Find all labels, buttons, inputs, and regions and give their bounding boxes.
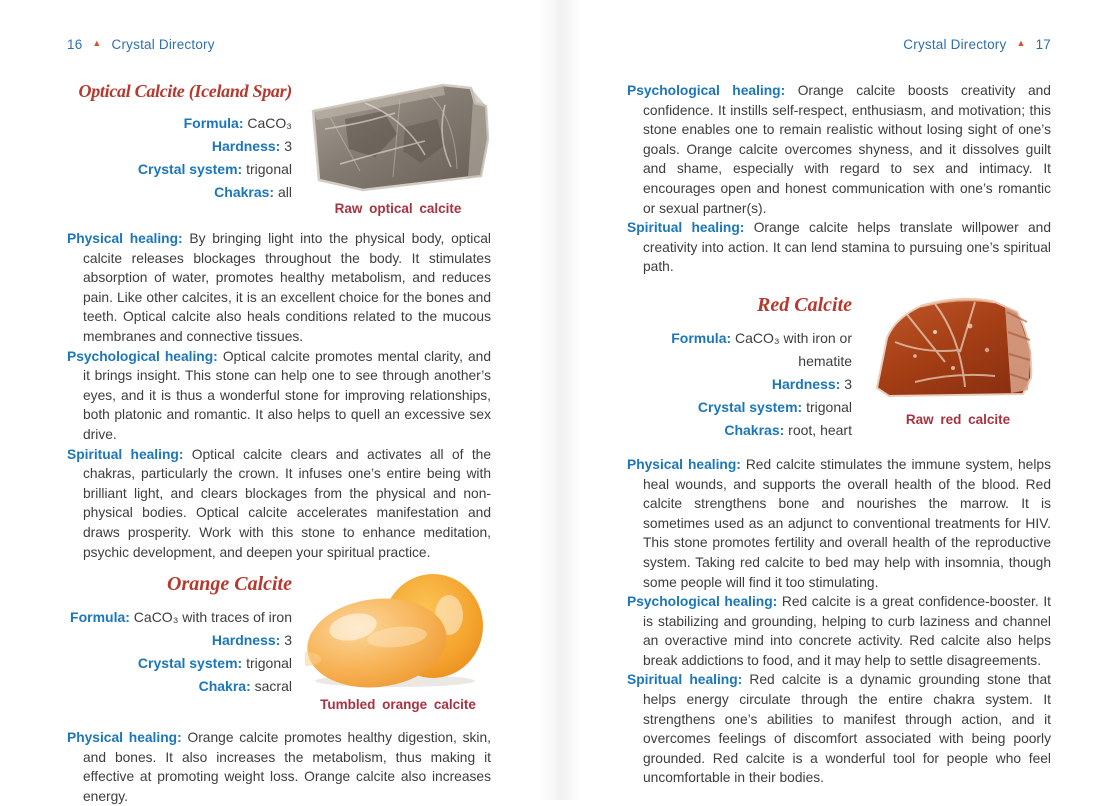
left-page-number: 16 bbox=[67, 37, 83, 52]
healing-paragraph bbox=[627, 670, 1051, 788]
page-gutter bbox=[536, 0, 582, 800]
red-calcite-photo bbox=[865, 292, 1043, 404]
triangle-icon: ▲ bbox=[92, 38, 102, 48]
property-label: Formula: bbox=[671, 329, 732, 346]
left-running-head-title: Crystal Directory bbox=[111, 37, 215, 52]
healing-label: Physical healing: bbox=[627, 456, 741, 472]
property-label: Crystal system: bbox=[137, 655, 243, 672]
orange-calcite-figure bbox=[305, 571, 491, 712]
property-label: Formula: bbox=[183, 115, 244, 131]
healing-text: Red calcite stimulates the immune system, helps heal wounds, and supports the overall health of the blood. Red calcite strengthens bone and nourishes the marrow. It is sometimes used as an adjunct to conventional treatments for HIV. This stone promotes fertility and overall health of the reproductive system. Taking red calcite to bed may help with insomnia, though some people will find it too stimulating. bbox=[643, 456, 1051, 590]
healing-label: Spiritual healing: bbox=[627, 672, 743, 688]
property-row bbox=[67, 112, 292, 135]
healing-text: Red calcite is a great confidence-booster. It is stabilizing and grounding, helping to curb laziness and channel an overactive mind into concrete activity. Red calcite also helps break addictions to food, and it may help to settle disagreements. bbox=[643, 594, 1051, 668]
property-row bbox=[67, 629, 292, 652]
healing-paragraph bbox=[67, 445, 491, 563]
property-label: Hardness: bbox=[771, 375, 841, 392]
healing-paragraph bbox=[627, 218, 1051, 277]
healing-label: Psychological healing: bbox=[67, 348, 218, 364]
healing-text: Optical calcite clears and activates all of the chakras, particularly the crown. It infuses one’s entire being with brilliant light, and clears blockages from the physical and non-physical bodies. Optical calcite accelerates manifestation and draws prosperity. Work with this stone to enhance meditation, psychic development, and deepen your spiritual practice. bbox=[83, 446, 491, 560]
left-running-head bbox=[67, 37, 491, 52]
property-label: Hardness: bbox=[211, 632, 281, 649]
red-calcite-paragraphs bbox=[627, 455, 1051, 788]
right-page bbox=[627, 0, 1051, 788]
orange-calcite-paragraphs bbox=[67, 728, 491, 806]
optical-calcite-title: Optical Calcite (Iceland Spar) bbox=[78, 81, 292, 101]
red-calcite-title: Red Calcite bbox=[757, 293, 852, 316]
property-label: Crystal system: bbox=[697, 398, 803, 415]
healing-text: Orange calcite boosts creativity and confidence. It instills self-respect, enthusiasm, and motivation; this stone enables one to remain realistic without losing sight of one’s goals. Orange calcite overcomes shyness, and it dissolves guilt and shame, especially with regard to sex and intimacy. It encourages open and honest communication with one’s romantic or sexual partner(s). bbox=[643, 83, 1051, 216]
healing-label: Psychological healing: bbox=[627, 83, 786, 98]
property-value: all bbox=[277, 184, 292, 200]
property-value: sacral bbox=[254, 678, 292, 695]
triangle-icon: ▲ bbox=[1016, 38, 1026, 48]
healing-text: Orange calcite promotes healthy digestion, skin, and bones. It also increases the metabolism, thus making it effective at promoting weight loss. Orange calcite also increases energy. bbox=[83, 730, 491, 804]
optical-calcite-paragraphs bbox=[67, 229, 491, 562]
property-row bbox=[627, 373, 852, 396]
property-label: Hardness: bbox=[211, 138, 281, 154]
property-row bbox=[627, 327, 852, 373]
orange-calcite-caption: Tumbled orange calcite bbox=[320, 697, 476, 713]
healing-label: Physical healing: bbox=[67, 730, 182, 746]
property-row bbox=[67, 181, 292, 204]
property-label: Formula: bbox=[70, 609, 130, 626]
property-value: trigonal bbox=[246, 161, 292, 177]
healing-label: Spiritual healing: bbox=[67, 446, 184, 462]
property-value: CaCO₃ with traces of iron bbox=[133, 609, 292, 626]
property-row bbox=[67, 675, 292, 698]
orange-calcite-title: Orange Calcite bbox=[167, 573, 292, 596]
healing-label: Spiritual healing: bbox=[627, 220, 745, 236]
property-value: CaCO₃ with iron or hematite bbox=[735, 329, 852, 369]
healing-text: By bringing light into the physical body, optical calcite releases blockages throughout the body. It stimulates absorption of water, promotes healthy metabolism, and reduces pain. Like other calcites, it is an excellent choice for the bones and teeth. Optical calcite also heals conditions related to the mucous membranes and connective tissues. bbox=[83, 231, 491, 344]
healing-text: Orange calcite helps translate willpower and creativity into action. It can lend stamina to pursuing one’s spiritual path. bbox=[643, 220, 1051, 275]
red-calcite-figure bbox=[865, 292, 1051, 442]
property-label: Chakras: bbox=[724, 421, 785, 438]
healing-paragraph bbox=[627, 592, 1051, 670]
orange-calcite-photo bbox=[305, 571, 485, 689]
property-row bbox=[67, 135, 292, 158]
red-calcite-section-head bbox=[627, 292, 1051, 442]
property-row bbox=[67, 606, 292, 629]
property-row bbox=[67, 652, 292, 675]
red-calcite-caption: Raw red calcite bbox=[905, 411, 1011, 427]
orange-calcite-info bbox=[67, 571, 305, 712]
optical-calcite-figure bbox=[305, 79, 491, 216]
property-row bbox=[627, 419, 852, 442]
red-calcite-info bbox=[627, 292, 865, 442]
property-value: 3 bbox=[284, 138, 292, 154]
optical-calcite-caption: Raw optical calcite bbox=[334, 201, 462, 216]
healing-text: Red calcite is a dynamic grounding stone that helps energy circulate through the entire chakra system. It strengthens one’s abilities to manifest through action, and it overcomes feelings of discomfort associated with being poorly grounded. Red calcite is a wonderful tool for people who feel uncomfortable in their bodies. bbox=[643, 672, 1051, 786]
property-value: trigonal bbox=[806, 398, 852, 415]
property-label: Chakra: bbox=[198, 678, 251, 695]
property-label: Chakras: bbox=[214, 184, 275, 200]
optical-calcite-info bbox=[67, 79, 305, 216]
healing-label: Psychological healing: bbox=[627, 594, 778, 610]
healing-paragraph bbox=[67, 229, 491, 347]
property-label: Crystal system: bbox=[137, 161, 243, 177]
property-value: trigonal bbox=[246, 655, 292, 672]
right-running-head bbox=[627, 37, 1051, 52]
orange-calcite-continued-paragraphs bbox=[627, 81, 1051, 277]
left-page bbox=[67, 0, 491, 806]
healing-label: Physical healing: bbox=[67, 231, 183, 246]
healing-text: Optical calcite promotes mental clarity, and it brings insight. This stone can help one to see through another’s eyes, and it is thus a wonderful stone for improving relationships, both platonic and romantic. It also helps to quell an excessive sex drive. bbox=[83, 348, 491, 442]
optical-calcite-photo bbox=[305, 79, 491, 193]
optical-calcite-section-head bbox=[67, 79, 491, 216]
property-row bbox=[627, 396, 852, 419]
right-running-head-title: Crystal Directory bbox=[903, 37, 1007, 52]
healing-paragraph bbox=[67, 728, 491, 806]
orange-calcite-section-head bbox=[67, 571, 491, 712]
healing-paragraph bbox=[627, 455, 1051, 592]
property-value: 3 bbox=[844, 375, 852, 392]
right-page-number: 17 bbox=[1035, 37, 1051, 52]
property-value: root, heart bbox=[788, 421, 852, 438]
healing-paragraph bbox=[627, 81, 1051, 218]
property-value: 3 bbox=[284, 632, 292, 649]
healing-paragraph bbox=[67, 347, 491, 445]
property-row bbox=[67, 158, 292, 181]
property-value: CaCO₃ bbox=[247, 115, 292, 131]
